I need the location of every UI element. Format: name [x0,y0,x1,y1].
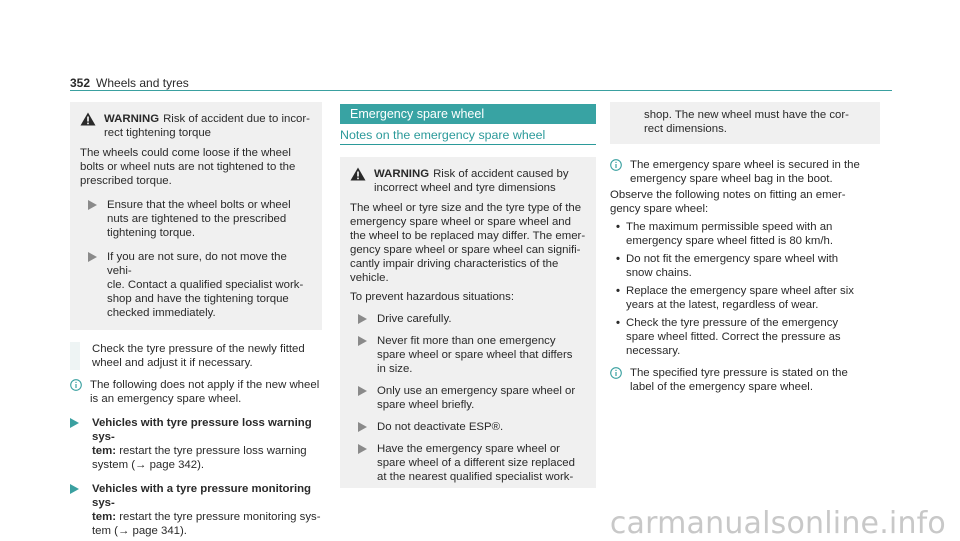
step-line: wheel and adjust it if necessary. [92,357,253,369]
note-line: The emergency spare wheel is secured in the [630,159,860,171]
step-arrow-icon [88,200,97,210]
bullet-line: Do not fit the emergency spare wheel with [626,253,839,265]
info-icon [70,379,82,391]
step-heading: Vehicles with tyre pressure loss warning sys- [92,417,312,443]
step-line: tightening torque. [107,227,196,239]
page-header [70,76,189,90]
step-arrow-icon [70,484,79,494]
observe-text [610,188,880,216]
warning-body-line: cantly impair driving characteristics of the [350,258,559,270]
instruction-step [70,482,322,538]
step-line: Only use an emergency spare wheel or [377,385,576,397]
step-line: nuts are tightened to the prescribed [107,213,287,225]
bullet-line: Check the tyre pressure of the emergency [626,317,839,329]
header-rule [70,90,892,91]
warning-triangle-icon [350,167,366,181]
warning-body [80,146,312,188]
warning-body-line: The wheel or tyre size and the tyre type of the [350,202,582,214]
step-line: checked immediately. [107,307,216,319]
bullet-line: snow chains. [626,267,692,279]
bullet-line: years at the latest, regardless of wear. [626,299,819,311]
step-line: shop and have the tightening torque [107,293,289,305]
warning-title-line: Risk of accident due to incor- [163,113,310,125]
note-line: emergency spare wheel bag in the boot. [630,173,833,185]
warning-label: WARNING [374,168,430,180]
step-line: cle. Contact a qualified specialist work- [107,279,304,291]
warning-box [340,157,596,488]
step-line: Do not deactivate ESP®. [377,421,504,433]
info-icon [610,159,622,171]
bullet-dot-icon: • [616,317,620,329]
section-heading: Emergency spare wheel [340,104,596,124]
bullet-dot-icon: • [616,253,620,265]
step-line: Have the emergency spare wheel or [377,443,560,455]
warning-step [80,198,312,240]
instruction-step [70,416,322,472]
warning-step [350,384,586,412]
body-line: Observe the following notes on fitting an emer- [610,189,846,201]
note-line: is an emergency spare wheel. [90,393,242,405]
bullet-item [610,316,880,358]
step-line: Ensure that the wheel bolts or wheel [107,199,291,211]
step-line: spare wheel briefly. [377,399,475,411]
warning-body-line: bolts or wheel nuts are not tightened to the [80,161,296,173]
step-arrow-icon [358,314,367,324]
info-note [70,378,322,406]
warning-title-line: rect tightening torque [104,127,212,139]
watermark: carmanualsonline.info [609,506,946,541]
bullet-dot-icon: • [616,221,620,233]
warning-step [350,312,586,326]
step-line: If you are not sure, do not move the vehi- [107,251,287,277]
bullet-dot-icon: • [616,285,620,297]
bullet-line: The maximum permissible speed with an [626,221,833,233]
step-line: restart the tyre pressure monitoring sys- [116,511,321,523]
note-line: The specified tyre pressure is stated on the [630,367,848,379]
column-3 [610,102,880,394]
warning-body-line: the wheel to be replaced may differ. The emer- [350,230,586,242]
bullet-item [610,220,880,248]
warning-body-line: To prevent hazardous situations: [350,291,514,303]
warning-continuation [610,102,880,144]
step-line: spare wheel of a different size replaced [377,457,575,469]
bullet-line: necessary. [626,345,681,357]
instruction-step [70,342,322,370]
step-arrow-icon [70,344,79,354]
warning-title-line: Risk of accident caused by [433,168,569,180]
warning-step [350,442,586,484]
step-line: spare wheel or spare wheel that differs [377,349,573,361]
note-line: The following does not apply if the new wheel [90,379,320,391]
subheading: Notes on the emergency spare wheel [340,128,596,145]
step-arrow-icon [358,336,367,346]
step-arrow-icon [358,422,367,432]
warning-body-line: rect dimensions. [644,123,727,135]
step-line: at the nearest qualified specialist work- [377,471,574,483]
warning-title-line: incorrect wheel and tyre dimensions [374,182,556,194]
step-line: restart the tyre pressure loss warning [116,445,307,457]
warning-body-line: gency spare wheel or spare wheel can signifi- [350,244,581,256]
step-line: Check the tyre pressure of the newly fitted [92,343,305,355]
warning-step [350,334,586,376]
column-2 [340,104,596,488]
bullet-item [610,252,880,280]
info-note [610,158,880,186]
warning-label: WARNING [104,113,160,125]
step-line: Never fit more than one emergency [377,335,556,347]
warning-body-line: The wheels could come loose if the wheel [80,147,291,159]
step-arrow-icon [70,418,79,428]
warning-box [70,102,322,330]
bullet-line: spare wheel fitted. Correct the pressure as [626,331,841,343]
warning-body-line: vehicle. [350,272,389,284]
warning-body-line: prescribed torque. [80,175,172,187]
step-line: tem (→ page 341). [92,525,187,537]
step-arrow-icon [358,386,367,396]
warning-body-line: shop. The new wheel must have the cor- [644,109,849,121]
warning-step [80,250,312,320]
info-icon [610,367,622,379]
step-line: Drive carefully. [377,313,452,325]
step-arrow-icon [88,252,97,262]
body-line: gency spare wheel: [610,203,709,215]
column-1 [70,102,322,538]
warning-triangle-icon [80,112,96,126]
step-heading: tem: [92,511,117,523]
warning-body [350,201,586,304]
bullet-item [610,284,880,312]
section-title: Wheels and tyres [96,76,189,90]
note-line: label of the emergency spare wheel. [630,381,813,393]
step-heading: Vehicles with a tyre pressure monitoring sys- [92,483,312,509]
bullet-line: emergency spare wheel fitted is 80 km/h. [626,235,834,247]
bullet-line: Replace the emergency spare wheel after six [626,285,854,297]
step-heading: tem: [92,445,117,457]
step-line: in size. [377,363,413,375]
warning-step [350,420,586,434]
page-number: 352 [70,76,91,90]
step-line: system (→ page 342). [92,459,205,471]
warning-body-line: emergency spare wheel or spare wheel and [350,216,571,228]
step-arrow-icon [358,444,367,454]
info-note [610,366,880,394]
